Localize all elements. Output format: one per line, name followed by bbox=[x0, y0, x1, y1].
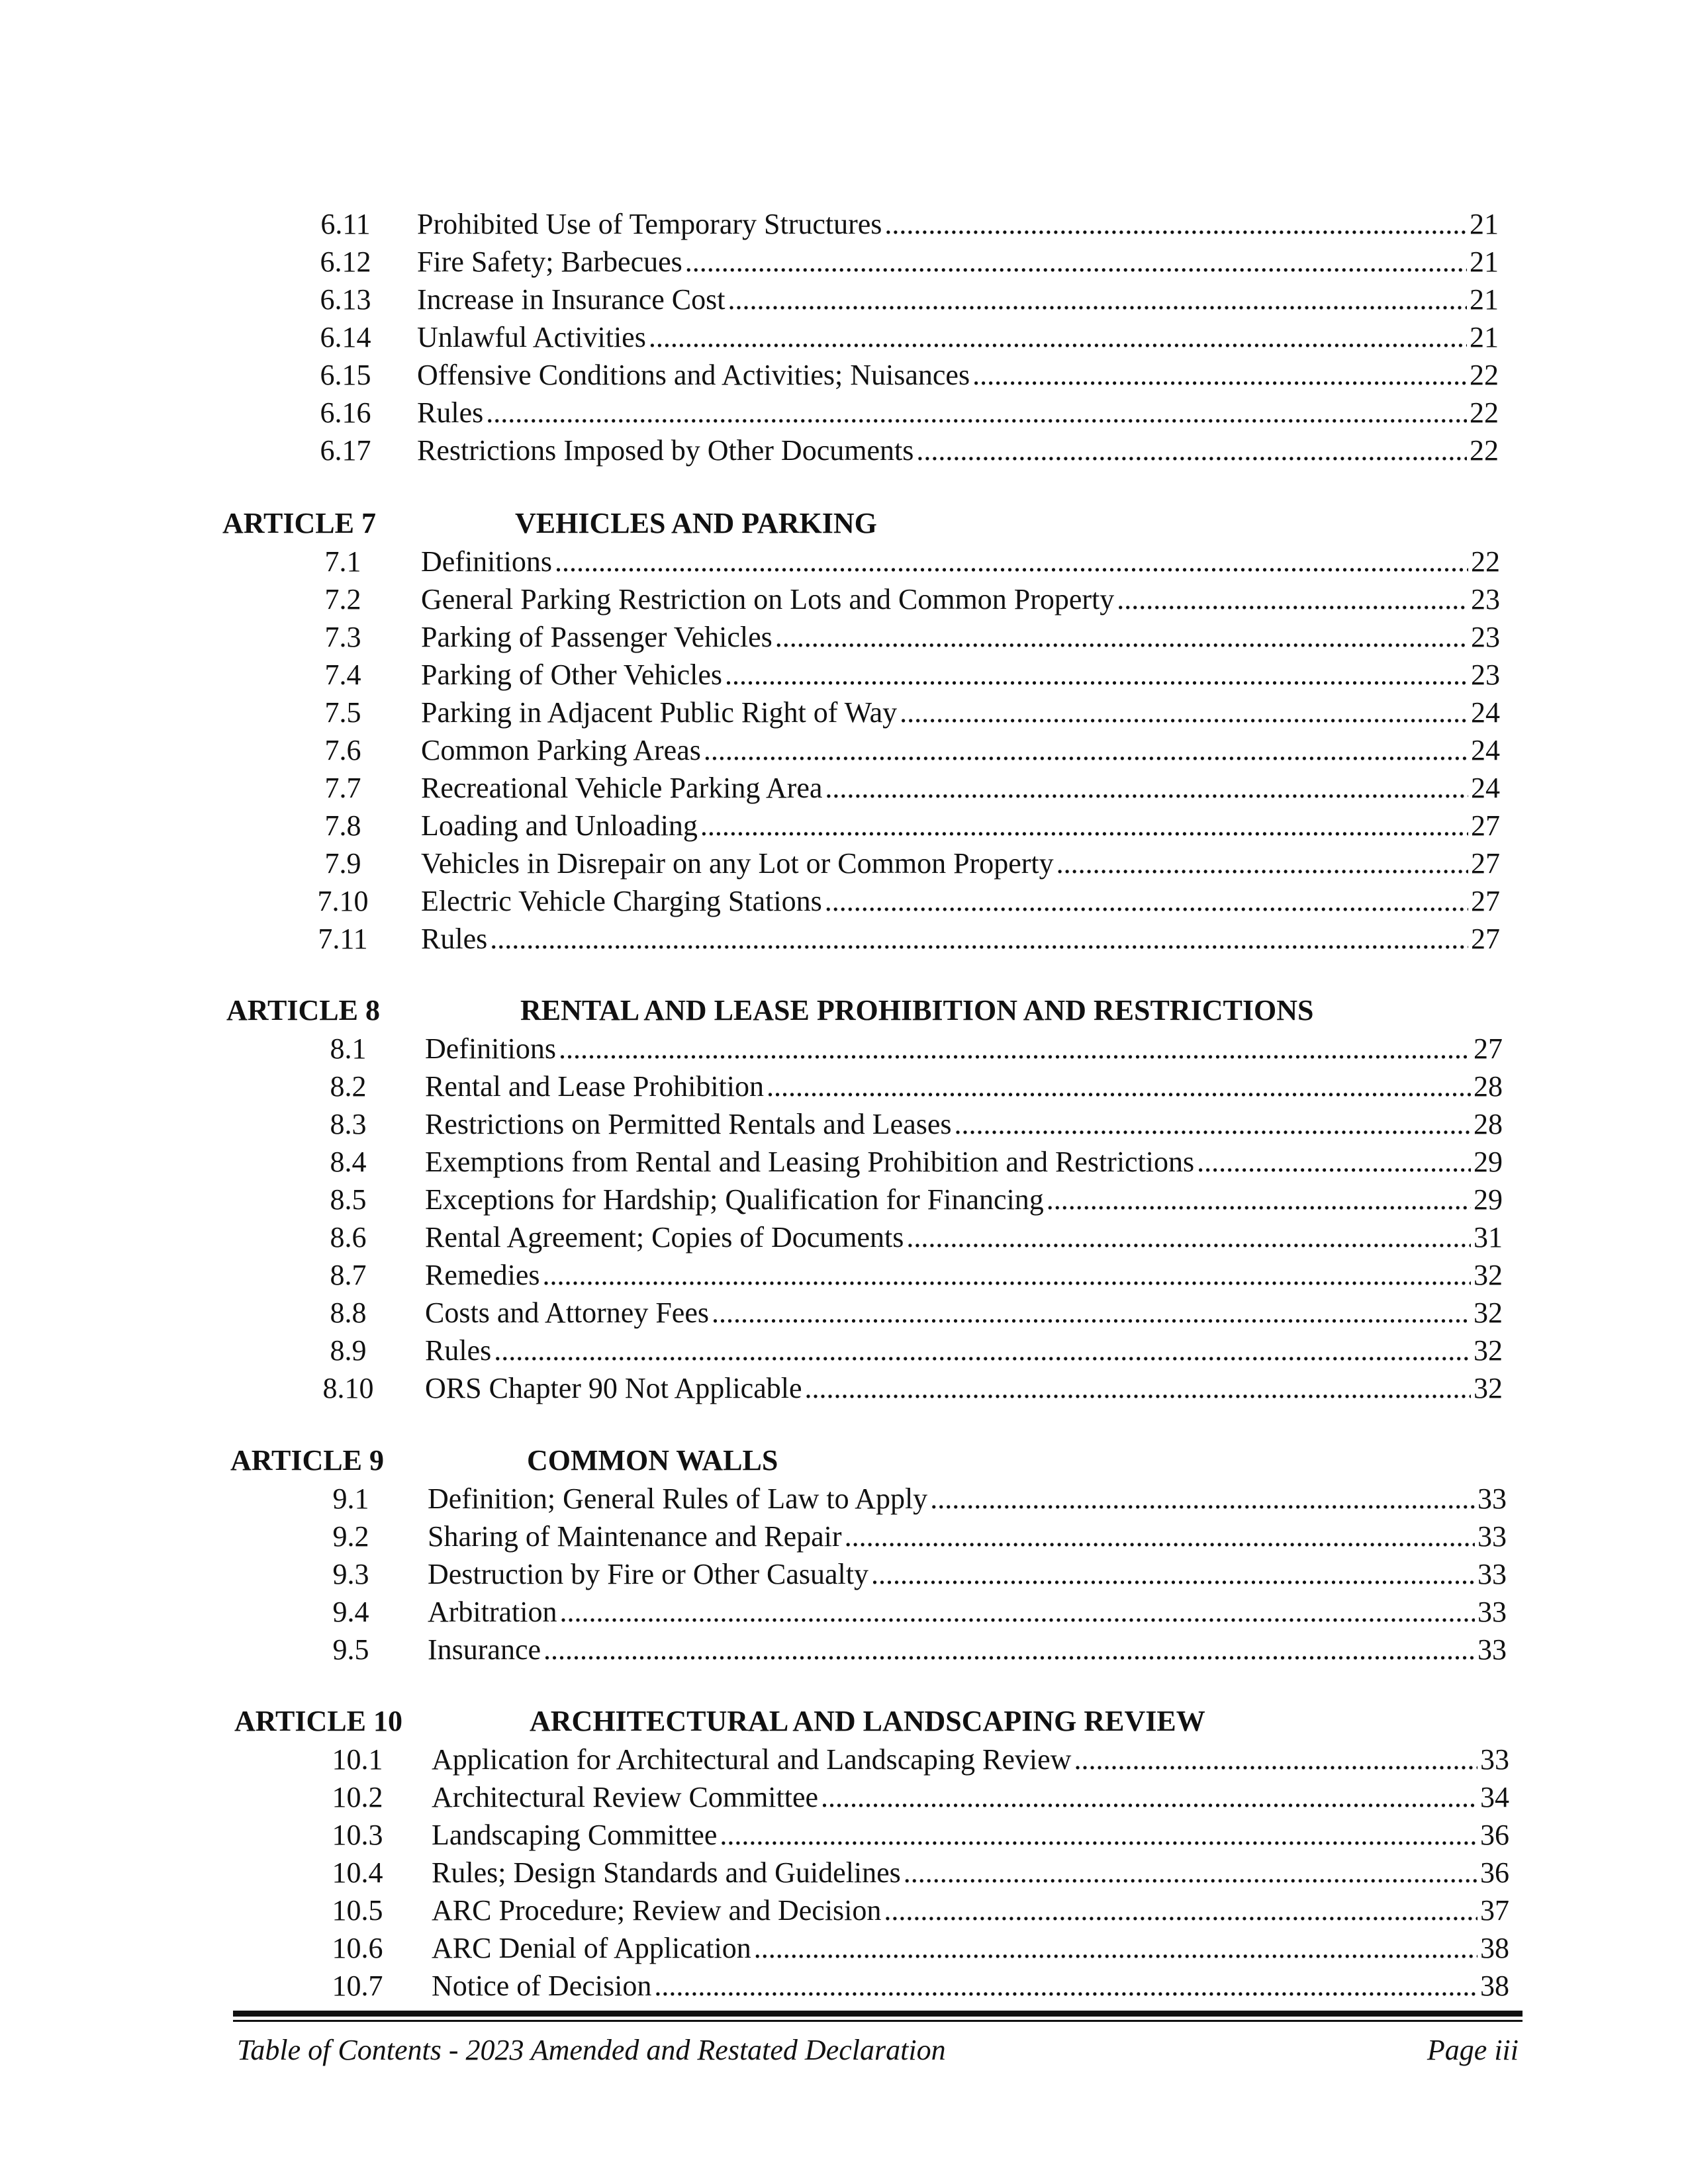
page-number: 33 bbox=[1477, 1558, 1507, 1590]
toc-entry-line[interactable] bbox=[421, 731, 1500, 769]
section-title[interactable]: ARC Procedure; Review and Decision bbox=[432, 1894, 882, 1927]
toc-entry[interactable] bbox=[0, 356, 1688, 394]
toc-entry[interactable] bbox=[0, 1332, 1688, 1369]
toc-entry-line[interactable] bbox=[417, 243, 1499, 281]
dot-leader bbox=[1074, 1741, 1477, 1778]
dot-leader bbox=[490, 920, 1468, 958]
page-number: 33 bbox=[1477, 1633, 1507, 1666]
page-number: 29 bbox=[1474, 1183, 1503, 1216]
section-number: 10.2 bbox=[332, 1781, 383, 1813]
page-number: 23 bbox=[1471, 583, 1500, 615]
page-number: 27 bbox=[1471, 809, 1500, 842]
dot-leader bbox=[900, 694, 1468, 731]
section-number: 7.4 bbox=[324, 659, 361, 691]
page-number: 37 bbox=[1480, 1894, 1509, 1927]
toc-entry[interactable] bbox=[0, 731, 1688, 769]
section-number: 9.5 bbox=[332, 1633, 369, 1666]
toc-entry-line[interactable] bbox=[432, 1967, 1509, 2005]
section-number: 6.14 bbox=[320, 321, 371, 353]
section-number: 10.7 bbox=[332, 1970, 383, 2002]
dot-leader bbox=[720, 1816, 1477, 1854]
toc-entry[interactable] bbox=[0, 656, 1688, 694]
toc-entry-line[interactable] bbox=[432, 1854, 1509, 1891]
toc-entry-line[interactable] bbox=[425, 1218, 1503, 1256]
section-title[interactable]: Definitions bbox=[425, 1032, 556, 1065]
toc-entry-line[interactable] bbox=[428, 1631, 1507, 1668]
dot-leader bbox=[1117, 580, 1468, 618]
page-number: 23 bbox=[1471, 621, 1500, 653]
toc-entry-line[interactable] bbox=[425, 1181, 1503, 1218]
section-title[interactable]: Exceptions for Hardship; Qualification for Financing bbox=[425, 1183, 1044, 1216]
article-number: ARTICLE 9 bbox=[230, 1444, 384, 1477]
toc-entry-line[interactable] bbox=[432, 1778, 1509, 1816]
dot-leader bbox=[559, 1030, 1471, 1068]
toc-entry-line[interactable] bbox=[417, 432, 1499, 469]
toc-entry[interactable] bbox=[0, 920, 1688, 958]
section-title[interactable]: ARC Denial of Application bbox=[432, 1932, 751, 1964]
section-title[interactable]: Exemptions from Rental and Leasing Prohibition and Restrictions bbox=[425, 1146, 1195, 1178]
article-heading bbox=[0, 1702, 1688, 1741]
page-number: 38 bbox=[1480, 1932, 1509, 1964]
toc-entry-line[interactable] bbox=[417, 281, 1499, 318]
section-title[interactable]: General Parking Restriction on Lots and Common Property bbox=[421, 583, 1115, 615]
toc-entry[interactable] bbox=[0, 394, 1688, 432]
toc-entry-line[interactable] bbox=[421, 769, 1500, 807]
toc-entry-line[interactable] bbox=[428, 1518, 1507, 1555]
toc-entry[interactable] bbox=[0, 1593, 1688, 1631]
section-number: 9.1 bbox=[332, 1482, 369, 1515]
section-number: 7.3 bbox=[324, 621, 361, 653]
section-title[interactable]: Parking of Other Vehicles bbox=[421, 659, 722, 691]
toc-entry-line[interactable] bbox=[417, 318, 1499, 356]
toc-entry[interactable] bbox=[0, 1967, 1688, 2005]
page-number: 27 bbox=[1474, 1032, 1503, 1065]
toc-section bbox=[0, 1702, 1688, 2005]
section-number: 9.3 bbox=[332, 1558, 369, 1590]
article-heading bbox=[0, 1441, 1688, 1480]
page-number: 31 bbox=[1474, 1221, 1503, 1253]
dot-leader bbox=[825, 882, 1468, 920]
toc-entry[interactable] bbox=[0, 1929, 1688, 1967]
toc-entry[interactable] bbox=[0, 807, 1688, 844]
page-number: 34 bbox=[1480, 1781, 1509, 1813]
section-title[interactable]: Restrictions on Permitted Rentals and Leases bbox=[425, 1108, 952, 1140]
section-title[interactable]: Unlawful Activities bbox=[417, 321, 646, 353]
dot-leader bbox=[930, 1480, 1475, 1518]
section-number: 7.1 bbox=[324, 545, 361, 578]
toc-entry-line[interactable] bbox=[432, 1816, 1509, 1854]
dot-leader bbox=[543, 1256, 1471, 1294]
section-title[interactable]: Prohibited Use of Temporary Structures bbox=[417, 208, 882, 240]
toc-entry[interactable] bbox=[0, 1891, 1688, 1929]
page-number: 27 bbox=[1471, 847, 1500, 880]
toc-entry[interactable] bbox=[0, 1555, 1688, 1593]
page-number: 32 bbox=[1474, 1334, 1503, 1367]
dot-leader bbox=[560, 1593, 1475, 1631]
dot-leader bbox=[775, 618, 1468, 656]
dot-leader bbox=[906, 1218, 1471, 1256]
toc-section bbox=[0, 1441, 1688, 1668]
section-number: 9.2 bbox=[332, 1520, 369, 1553]
toc-entry-line[interactable] bbox=[421, 580, 1500, 618]
section-title[interactable]: Increase in Insurance Cost bbox=[417, 283, 726, 316]
section-title[interactable]: Costs and Attorney Fees bbox=[425, 1297, 709, 1329]
toc-entry[interactable] bbox=[0, 281, 1688, 318]
footer-document-title: Table of Contents - 2023 Amended and Restated Declaration bbox=[237, 2034, 946, 2066]
toc-entry-line[interactable] bbox=[421, 844, 1500, 882]
section-number: 8.3 bbox=[330, 1108, 367, 1140]
section-title[interactable]: Notice of Decision bbox=[432, 1970, 652, 2002]
page-number: 36 bbox=[1480, 1856, 1509, 1889]
dot-leader bbox=[700, 807, 1468, 844]
toc-entry[interactable] bbox=[0, 1294, 1688, 1332]
toc-entry-line[interactable] bbox=[425, 1294, 1503, 1332]
section-title[interactable]: Parking in Adjacent Public Right of Way bbox=[421, 696, 898, 729]
dot-leader bbox=[767, 1068, 1471, 1105]
dot-leader bbox=[649, 318, 1467, 356]
page-number: 24 bbox=[1471, 734, 1500, 766]
dot-leader bbox=[955, 1105, 1471, 1143]
page-number: 21 bbox=[1470, 283, 1499, 316]
footer-page-number: Page iii bbox=[1427, 2034, 1519, 2066]
toc-entry-line[interactable] bbox=[425, 1143, 1503, 1181]
page-number: 32 bbox=[1474, 1372, 1503, 1404]
dot-leader bbox=[916, 432, 1467, 469]
article-number: ARTICLE 7 bbox=[222, 507, 376, 539]
page-number: 27 bbox=[1471, 885, 1500, 917]
footer-rule-thick bbox=[233, 2011, 1523, 2017]
article-title: RENTAL AND LEASE PROHIBITION AND RESTRICTIONS bbox=[520, 994, 1314, 1026]
article-title: ARCHITECTURAL AND LANDSCAPING REVIEW bbox=[530, 1705, 1205, 1737]
page-number: 22 bbox=[1470, 359, 1499, 391]
article-number: ARTICLE 8 bbox=[226, 994, 380, 1026]
toc-entry[interactable] bbox=[0, 1143, 1688, 1181]
section-title[interactable]: Rules; Design Standards and Guidelines bbox=[432, 1856, 901, 1889]
toc-entry-line[interactable] bbox=[417, 394, 1499, 432]
toc-entry[interactable] bbox=[0, 694, 1688, 731]
section-number: 6.17 bbox=[320, 434, 371, 467]
section-number: 8.9 bbox=[330, 1334, 367, 1367]
dot-leader bbox=[871, 1555, 1475, 1593]
section-number: 6.13 bbox=[320, 283, 371, 316]
section-title[interactable]: Rules bbox=[417, 396, 484, 429]
toc-entry-line[interactable] bbox=[425, 1105, 1503, 1143]
section-title[interactable]: Fire Safety; Barbecues bbox=[417, 246, 682, 278]
section-number: 6.11 bbox=[320, 208, 371, 240]
page-number: 33 bbox=[1480, 1743, 1509, 1776]
toc-entry[interactable] bbox=[0, 1256, 1688, 1294]
section-number: 8.10 bbox=[322, 1372, 374, 1404]
dot-leader bbox=[1197, 1143, 1471, 1181]
toc-entry[interactable] bbox=[0, 1181, 1688, 1218]
toc-entry-line[interactable] bbox=[425, 1030, 1503, 1068]
page-number: 28 bbox=[1474, 1070, 1503, 1103]
dot-leader bbox=[1047, 1181, 1471, 1218]
toc-section bbox=[0, 504, 1688, 958]
toc-entry[interactable] bbox=[0, 205, 1688, 243]
section-number: 10.6 bbox=[332, 1932, 383, 1964]
page-number: 33 bbox=[1477, 1520, 1507, 1553]
section-number: 7.2 bbox=[324, 583, 361, 615]
toc-entry[interactable] bbox=[0, 1030, 1688, 1068]
section-title[interactable]: Offensive Conditions and Activities; Nuisances bbox=[417, 359, 970, 391]
toc-entry[interactable] bbox=[0, 882, 1688, 920]
page-number: 21 bbox=[1470, 246, 1499, 278]
dot-leader bbox=[805, 1369, 1472, 1407]
toc-entry-line[interactable] bbox=[425, 1256, 1503, 1294]
toc-entry[interactable] bbox=[0, 1068, 1688, 1105]
dot-leader bbox=[884, 1891, 1477, 1929]
section-number: 7.6 bbox=[324, 734, 361, 766]
dot-leader bbox=[904, 1854, 1477, 1891]
section-title[interactable]: Sharing of Maintenance and Repair bbox=[428, 1520, 842, 1553]
toc-entry-line[interactable] bbox=[421, 656, 1500, 694]
dot-leader bbox=[685, 243, 1467, 281]
page-number: 32 bbox=[1474, 1259, 1503, 1291]
section-title[interactable]: Rental and Lease Prohibition bbox=[425, 1070, 764, 1103]
section-title[interactable]: Rules bbox=[425, 1334, 492, 1367]
section-number: 9.4 bbox=[332, 1596, 369, 1628]
dot-leader bbox=[972, 356, 1467, 394]
article-title: COMMON WALLS bbox=[527, 1444, 778, 1477]
section-title[interactable]: Definitions bbox=[421, 545, 552, 578]
toc-section bbox=[0, 205, 1688, 469]
dot-leader bbox=[555, 543, 1468, 580]
article-heading bbox=[0, 504, 1688, 543]
dot-leader bbox=[845, 1518, 1475, 1555]
toc-entry-line[interactable] bbox=[432, 1891, 1509, 1929]
page-number: 21 bbox=[1470, 208, 1499, 240]
section-number: 8.1 bbox=[330, 1032, 367, 1065]
dot-leader bbox=[825, 769, 1468, 807]
section-title[interactable]: Arbitration bbox=[428, 1596, 557, 1628]
page-number: 22 bbox=[1470, 434, 1499, 467]
toc-entry[interactable] bbox=[0, 1369, 1688, 1407]
toc-entry[interactable] bbox=[0, 1218, 1688, 1256]
dot-leader bbox=[725, 656, 1468, 694]
section-number: 10.3 bbox=[332, 1819, 383, 1851]
page-number: 22 bbox=[1470, 396, 1499, 429]
page-number: 24 bbox=[1471, 696, 1500, 729]
section-number: 7.9 bbox=[324, 847, 361, 880]
toc-entry[interactable] bbox=[0, 432, 1688, 469]
toc-entry[interactable] bbox=[0, 1854, 1688, 1891]
section-title[interactable]: Architectural Review Committee bbox=[432, 1781, 819, 1813]
section-title[interactable]: Rental Agreement; Copies of Documents bbox=[425, 1221, 904, 1253]
section-number: 10.4 bbox=[332, 1856, 383, 1889]
toc-entry-line[interactable] bbox=[421, 807, 1500, 844]
toc-entry[interactable] bbox=[0, 580, 1688, 618]
section-number: 8.2 bbox=[330, 1070, 367, 1103]
toc-entry-line[interactable] bbox=[421, 618, 1500, 656]
section-title[interactable]: Loading and Unloading bbox=[421, 809, 698, 842]
section-title[interactable]: Application for Architectural and Landscaping Review bbox=[432, 1743, 1072, 1776]
toc-entry[interactable] bbox=[0, 618, 1688, 656]
footer-rule-thin bbox=[233, 2020, 1523, 2022]
toc-entry-line[interactable] bbox=[417, 356, 1499, 394]
toc-entry-line[interactable] bbox=[428, 1480, 1507, 1518]
article-heading bbox=[0, 991, 1688, 1030]
toc-entry[interactable] bbox=[0, 243, 1688, 281]
section-title[interactable]: Electric Vehicle Charging Stations bbox=[421, 885, 822, 917]
section-number: 7.11 bbox=[318, 923, 368, 955]
page-number: 29 bbox=[1474, 1146, 1503, 1178]
page-number: 27 bbox=[1471, 923, 1500, 955]
toc-entry[interactable] bbox=[0, 844, 1688, 882]
page-number: 22 bbox=[1471, 545, 1500, 578]
toc-entry-line[interactable] bbox=[432, 1929, 1509, 1967]
page-number: 36 bbox=[1480, 1819, 1509, 1851]
section-title[interactable]: Remedies bbox=[425, 1259, 540, 1291]
toc-entry[interactable] bbox=[0, 1741, 1688, 1778]
toc-entry[interactable] bbox=[0, 1816, 1688, 1854]
section-number: 10.5 bbox=[332, 1894, 383, 1927]
toc-entry[interactable] bbox=[0, 1105, 1688, 1143]
toc-entry[interactable] bbox=[0, 318, 1688, 356]
section-number: 7.5 bbox=[324, 696, 361, 729]
toc-entry[interactable] bbox=[0, 1631, 1688, 1668]
dot-leader bbox=[712, 1294, 1471, 1332]
toc-entry-line[interactable] bbox=[428, 1593, 1507, 1631]
toc-entry-line[interactable] bbox=[425, 1068, 1503, 1105]
section-number: 7.7 bbox=[324, 772, 361, 804]
dot-leader bbox=[1056, 844, 1468, 882]
section-title[interactable]: Recreational Vehicle Parking Area bbox=[421, 772, 823, 804]
toc-entry[interactable] bbox=[0, 543, 1688, 580]
page-number: 33 bbox=[1477, 1482, 1507, 1515]
page-number: 28 bbox=[1474, 1108, 1503, 1140]
toc-entry-line[interactable] bbox=[425, 1332, 1503, 1369]
toc-entry-line[interactable] bbox=[425, 1369, 1503, 1407]
dot-leader bbox=[884, 205, 1467, 243]
section-number: 6.15 bbox=[320, 359, 371, 391]
section-title[interactable]: Vehicles in Disrepair on any Lot or Common Property bbox=[421, 847, 1054, 880]
page-number: 24 bbox=[1471, 772, 1500, 804]
section-number: 8.7 bbox=[330, 1259, 367, 1291]
section-title[interactable]: Parking of Passenger Vehicles bbox=[421, 621, 773, 653]
section-number: 6.12 bbox=[320, 246, 371, 278]
toc-entry[interactable] bbox=[0, 1518, 1688, 1555]
section-title[interactable]: Destruction by Fire or Other Casualty bbox=[428, 1558, 868, 1590]
toc-entry-line[interactable] bbox=[421, 920, 1500, 958]
page-number: 21 bbox=[1470, 321, 1499, 353]
dot-leader bbox=[543, 1631, 1475, 1668]
dot-leader bbox=[486, 394, 1467, 432]
toc-entry-line[interactable] bbox=[428, 1555, 1507, 1593]
article-number: ARTICLE 10 bbox=[234, 1705, 402, 1737]
toc-entry[interactable] bbox=[0, 1480, 1688, 1518]
page-number: 33 bbox=[1477, 1596, 1507, 1628]
section-title[interactable]: Common Parking Areas bbox=[421, 734, 701, 766]
section-title[interactable]: Rules bbox=[421, 923, 488, 955]
page-number: 23 bbox=[1471, 659, 1500, 691]
section-title[interactable]: Definition; General Rules of Law to Apply bbox=[428, 1482, 928, 1515]
section-number: 6.16 bbox=[320, 396, 371, 429]
section-title[interactable]: Landscaping Committee bbox=[432, 1819, 718, 1851]
toc-entry-line[interactable] bbox=[421, 882, 1500, 920]
section-number: 8.6 bbox=[330, 1221, 367, 1253]
toc-entry-line[interactable] bbox=[421, 694, 1500, 731]
page-number: 38 bbox=[1480, 1970, 1509, 2002]
toc-entry-line[interactable] bbox=[432, 1741, 1509, 1778]
section-number: 10.1 bbox=[332, 1743, 383, 1776]
article-title: VEHICLES AND PARKING bbox=[515, 507, 877, 539]
dot-leader bbox=[654, 1967, 1477, 2005]
section-number: 8.4 bbox=[330, 1146, 367, 1178]
section-title[interactable]: ORS Chapter 90 Not Applicable bbox=[425, 1372, 802, 1404]
dot-leader bbox=[704, 731, 1468, 769]
dot-leader bbox=[494, 1332, 1471, 1369]
section-number: 8.5 bbox=[330, 1183, 367, 1216]
dot-leader bbox=[821, 1778, 1477, 1816]
dot-leader bbox=[754, 1929, 1477, 1967]
section-title[interactable]: Insurance bbox=[428, 1633, 541, 1666]
section-title[interactable]: Restrictions Imposed by Other Documents bbox=[417, 434, 914, 467]
toc-entry[interactable] bbox=[0, 1778, 1688, 1816]
section-number: 7.10 bbox=[317, 885, 369, 917]
toc-entry[interactable] bbox=[0, 769, 1688, 807]
dot-leader bbox=[727, 281, 1467, 318]
page-number: 32 bbox=[1474, 1297, 1503, 1329]
section-number: 7.8 bbox=[324, 809, 361, 842]
toc-entry-line[interactable] bbox=[421, 543, 1500, 580]
toc-section bbox=[0, 991, 1688, 1407]
toc-entry-line[interactable] bbox=[417, 205, 1499, 243]
section-number: 8.8 bbox=[330, 1297, 367, 1329]
